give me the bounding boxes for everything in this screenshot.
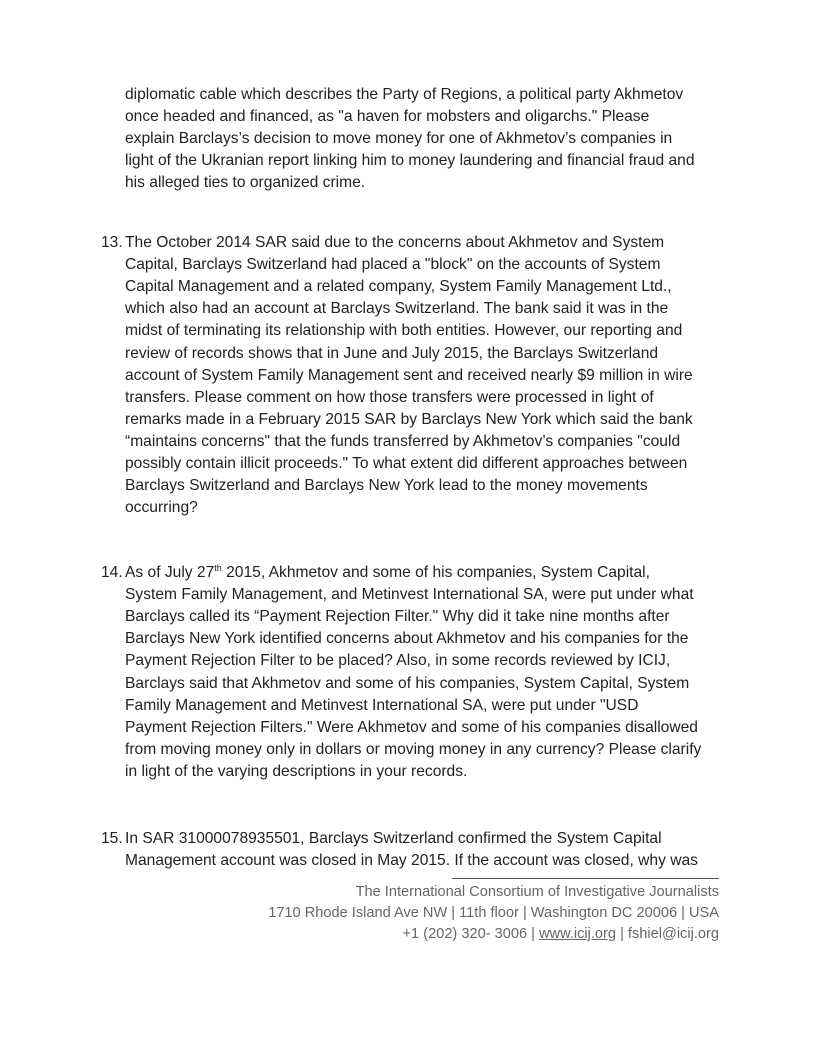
text-line: Payment Rejection Filters." Were Akhmetov and some of his companies disallowed bbox=[125, 718, 698, 736]
text-line: Capital, Barclays Switzerland had placed a "block" on the accounts of System bbox=[125, 256, 661, 274]
text-segment: As of July 27 bbox=[125, 564, 215, 581]
text-line: account of System Family Management sent and received nearly $9 million in wire bbox=[125, 366, 693, 384]
text-line: light of the Ukranian report linking him to money laundering and financial fraud and bbox=[125, 152, 695, 170]
text-line: Management account was closed in May 2015. If the account was closed, why was bbox=[125, 852, 698, 870]
text-line: occurring? bbox=[125, 499, 198, 517]
text-line: System Family Management, and Metinvest International SA, were put under what bbox=[125, 586, 694, 604]
text-line: from moving money only in dollars or moving money in any currency? Please clarify bbox=[125, 740, 702, 758]
footer-org: The International Consortium of Investigative Journalists bbox=[355, 884, 719, 900]
footer-divider bbox=[452, 878, 719, 879]
text-line: Family Management and Metinvest International SA, were put under "USD bbox=[125, 696, 639, 714]
text-line: Payment Rejection Filter to be placed? Also, in some records reviewed by ICIJ, bbox=[125, 652, 671, 670]
text-line: midst of terminating its relationship with both entities. However, our reporting and bbox=[125, 322, 683, 340]
text-line: once headed and financed, as "a haven for mobsters and oligarchs." Please bbox=[125, 108, 650, 126]
item-number: 15. bbox=[101, 830, 123, 847]
text-line: Barclays New York identified concerns about Akhmetov and his companies for the bbox=[125, 630, 689, 648]
item-number: 13. bbox=[101, 234, 123, 251]
text-line: transfers. Please comment on how those transfers were processed in light of bbox=[125, 388, 654, 406]
text-line: review of records shows that in June and July 2015, the Barclays Switzerland bbox=[125, 344, 659, 362]
text-segment: 2015, Akhmetov and some of his companies, System Capital, bbox=[221, 564, 650, 581]
footer-contact bbox=[403, 924, 719, 945]
footer-email: | fshiel@icij.org bbox=[616, 926, 719, 942]
text-line: The October 2014 SAR said due to the concerns about Akhmetov and System bbox=[125, 234, 665, 251]
footer-phone: +1 (202) 320- 3006 | bbox=[402, 926, 539, 942]
text-line: explain Barclays’s decision to move money for one of Akhmetov’s companies in bbox=[125, 130, 673, 148]
text-line bbox=[125, 562, 650, 584]
text-line: Barclays Switzerland and Barclays New York lead to the money movements bbox=[125, 477, 648, 495]
ordinal-superscript: th bbox=[214, 563, 222, 573]
text-line: Capital Management and a related company, System Family Management Ltd., bbox=[125, 278, 672, 296]
text-line: possibly contain illicit proceeds." To what extent did different approaches between bbox=[125, 455, 688, 472]
text-line: Barclays called its “Payment Rejection Filter." Why did it take nine months after bbox=[125, 608, 670, 626]
footer-website-link[interactable]: www.icij.org bbox=[538, 926, 617, 942]
text-line: diplomatic cable which describes the Party of Regions, a political party Akhmetov bbox=[125, 86, 684, 103]
text-line: remarks made in a February 2015 SAR by Barclays New York which said the bank bbox=[125, 410, 693, 428]
item-number: 14. bbox=[101, 564, 123, 581]
text-line: “maintains concerns" that the funds transferred by Akhmetov’s companies "could bbox=[125, 432, 681, 450]
text-line: which also had an account at Barclays Switzerland. The bank said it was in the bbox=[125, 300, 669, 318]
text-line: his alleged ties to organized crime. bbox=[125, 174, 366, 192]
text-line: In SAR 31000078935501, Barclays Switzerland confirmed the System Capital bbox=[125, 830, 662, 847]
footer-address: 1710 Rhode Island Ave NW | 11th floor | Washington DC 20006 | USA bbox=[268, 905, 719, 921]
text-line: in light of the varying descriptions in your records. bbox=[125, 762, 468, 780]
text-line: Barclays said that Akhmetov and some of his companies, System Capital, System bbox=[125, 674, 690, 692]
